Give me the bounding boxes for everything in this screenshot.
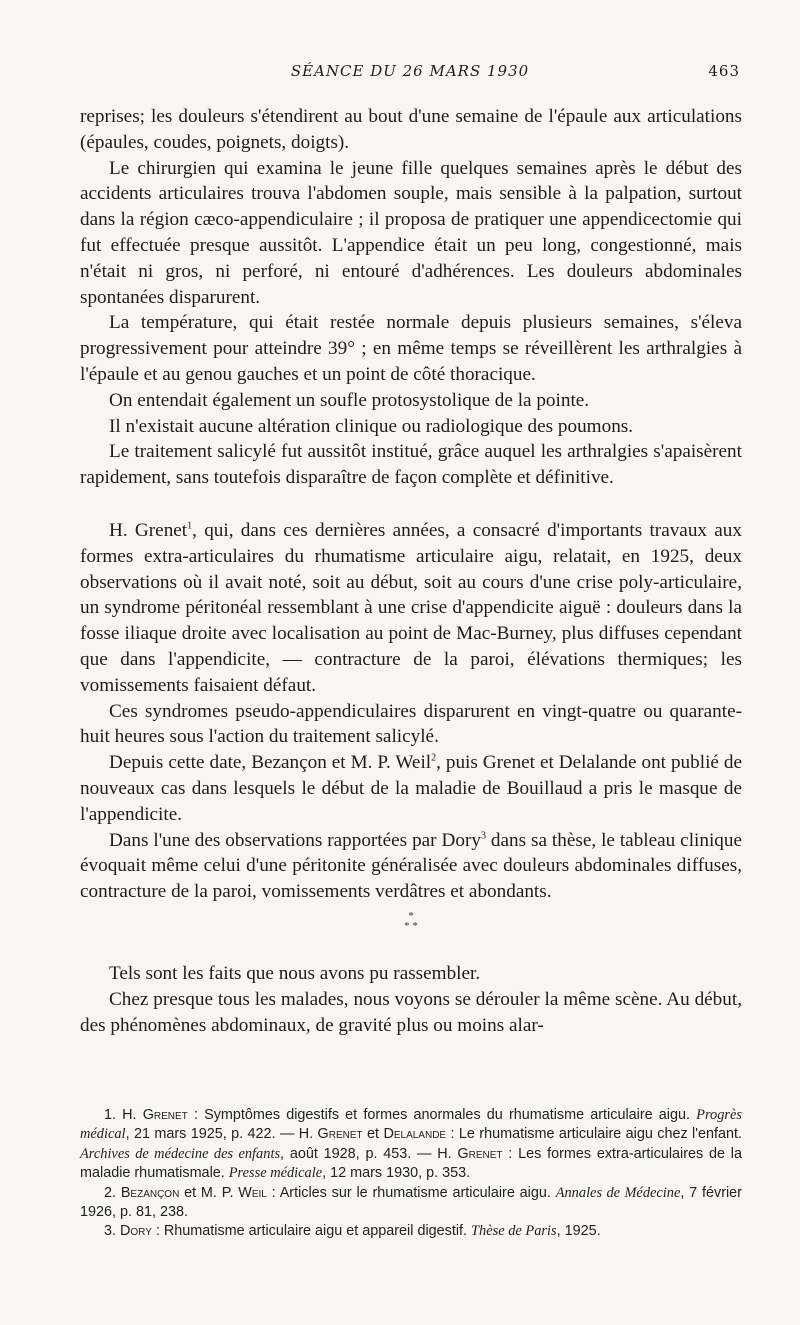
paragraph: On entendait également un soufle protosystolique de la pointe. [109, 389, 590, 411]
paragraph [80, 518, 742, 699]
text-run: , 7 février 1926, p. 81, 238. [80, 1184, 742, 1221]
author-name: Weil [238, 1184, 267, 1201]
footnote-3 [80, 1222, 742, 1241]
text-run: , 1925. [556, 1223, 601, 1240]
text-run: Depuis cette date, Bezançon et M. P. Weil [109, 752, 432, 774]
text-run: , août 1928, p. 453. — H. [280, 1145, 458, 1162]
text-run: : Rhumatisme articulaire aigu et appareil digestif. [151, 1223, 472, 1240]
text-run: 3. [104, 1223, 120, 1240]
text-run: et M. P. [179, 1184, 239, 1201]
journal-title: Annales de Médecine [555, 1184, 681, 1201]
text-run: , puis Grenet et Delalande ont publié de nouveaux cas dans lesquels le début de la maladie de Bouillaud a pris le masque de l'appendicite. [80, 752, 742, 825]
journal-title: Thèse de Paris [471, 1223, 557, 1240]
main-text [80, 104, 742, 1038]
text-run: , 12 mars 1930, p. 353. [322, 1165, 471, 1182]
footnote-ref: 1 [187, 520, 193, 532]
text-run: : Les formes extra-articulaires de la maladie rhumatismale. [80, 1145, 742, 1182]
paragraph: Chez presque tous les malades, nous voyons se dérouler la même scène. Au début, des phénomènes abdominaux, de gravité plus ou moins alar- [80, 988, 742, 1036]
text-run: 1. H. [104, 1107, 143, 1123]
footnote-ref: 3 [480, 830, 486, 842]
author-name: Delalande [383, 1126, 447, 1143]
author-name: Bezançon [120, 1184, 180, 1201]
paragraph [80, 828, 742, 905]
text-run: et [362, 1126, 384, 1143]
page-number: 463 [708, 62, 740, 80]
running-header [80, 62, 740, 82]
text-run: H. Grenet [109, 519, 188, 541]
text-run: 2. [104, 1184, 121, 1201]
author-name: Dory [120, 1223, 152, 1240]
author-name: Grenet [142, 1107, 188, 1123]
journal-title: Presse médicale [228, 1165, 323, 1182]
text-run: : Symptômes digestifs et formes anormales du rhumatisme articulaire aigu. [187, 1107, 697, 1123]
paragraph: Tels sont les faits que nous avons pu rassembler. [109, 962, 481, 984]
text-run: , qui, dans ces dernières années, a consacré d'importants travaux aux formes extra-articulaires du rhumatisme articulaire aigu, relatait, en 1925, deux observations où il avait noté, soit au début, soit au cours d'une crise poly-articulaire, un syndrome péritonéal ressemblant à une crise d'appendicite aiguë : douleurs dans la fosse iliaque droite avec localisation au point de Mac-Burney, plus diffuses cependant que dans l'appendicite, — contracture de la paroi, élévations thermiques; les vomissements faisaient défaut. [80, 519, 742, 696]
paragraph: Le traitement salicylé fut aussitôt institué, grâce auquel les arthralgies s'apaisèrent rapidement, sans toutefois disparaître de façon complète et définitive. [80, 441, 742, 489]
author-name: Grenet [317, 1126, 363, 1143]
paragraph: Le chirurgien qui examina le jeune fille quelques semaines après le début des accidents articulaires trouva l'abdomen souple, mais sensible à la palpation, surtout dans la région cæco-appendiculaire ; il proposa de pratiquer une appendicectomie qui fut effectuée presque aussitôt. L'appendice était un peu long, congestionné, mais n'était ni gros, ni perforé, ni entouré d'adhérences. Les douleurs abdominales spontanées disparurent. [80, 157, 742, 308]
section-gap [80, 491, 742, 518]
asterism-top: * [408, 909, 414, 922]
text-run: Dans l'une des observations rapportées par Dory [109, 829, 481, 851]
running-title: SÉANCE DU 26 MARS 1930 [290, 62, 530, 80]
paragraph: Il n'existait aucune altération clinique ou radiologique des poumons. [109, 415, 634, 437]
footnotes [80, 1106, 742, 1242]
asterism-separator [80, 911, 742, 931]
text-run: : Articles sur le rhumatisme articulaire aigu. [266, 1184, 556, 1201]
journal-title: Archives de médecine des enfants [80, 1145, 281, 1162]
journal-title: Progrès médical [80, 1107, 742, 1143]
paragraph [80, 750, 742, 827]
text-run: dans sa thèse, le tableau clinique évoquait même celui d'une péritonite généralisée avec douleurs abdominales diffuses, contracture de la paroi, vomissements verdâtres et abondants. [80, 829, 742, 903]
author-name: Grenet [457, 1145, 503, 1162]
paragraph: reprises; les douleurs s'étendirent au bout d'une semaine de l'épaule aux articulations (épaules, coudes, poignets, doigts). [80, 106, 742, 153]
paragraph: Ces syndromes pseudo-appendiculaires disparurent en vingt-quatre ou quarante-huit heures sous l'action du traitement salicylé. [80, 700, 742, 748]
text-run: : Le rhumatisme articulaire aigu chez l'enfant. [446, 1126, 743, 1143]
footnote-ref: 2 [431, 752, 437, 764]
asterism-bottom: * * [404, 919, 418, 932]
text-run: , 21 mars 1925, p. 422. — H. [125, 1126, 318, 1143]
footnote-1 [80, 1106, 742, 1184]
footnote-2 [80, 1184, 742, 1223]
paragraph: La température, qui était restée normale depuis plusieurs semaines, s'éleva progressivement pour atteindre 39° ; en même temps se réveillèrent les arthralgies à l'épaule et au genou gauches et un point de côté thoracique. [80, 312, 742, 385]
